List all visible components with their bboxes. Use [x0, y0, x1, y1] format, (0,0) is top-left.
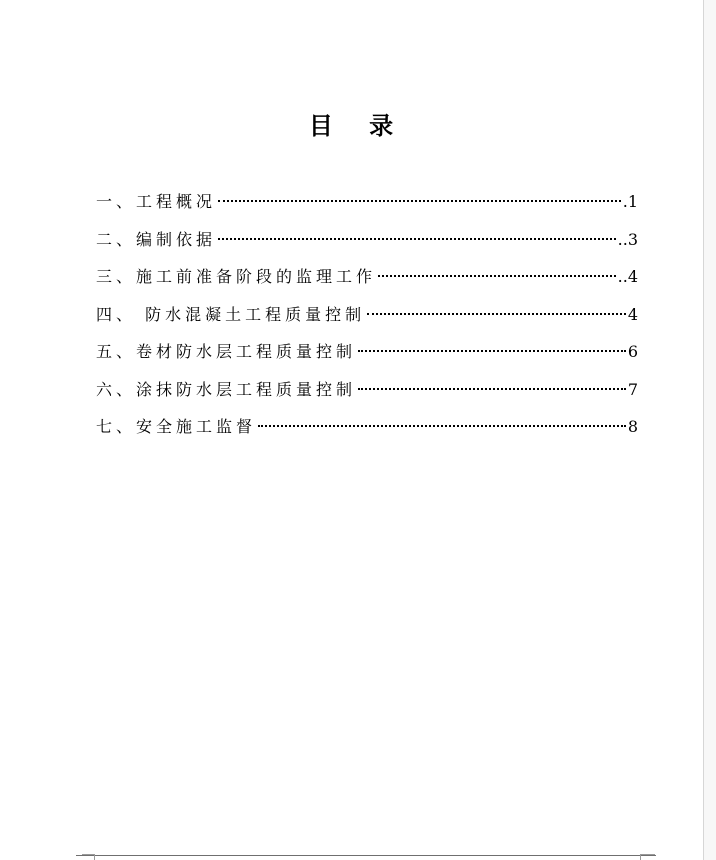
- toc-page-number: ..3: [617, 229, 638, 249]
- toc-dot-leader: [218, 200, 621, 202]
- toc-entry-text: 一、工程概况: [96, 192, 217, 211]
- toc-entry[interactable]: [96, 376, 638, 414]
- toc-dot-leader: [367, 313, 626, 315]
- toc-entry[interactable]: [96, 413, 638, 451]
- toc-page-number: 8: [627, 417, 638, 436]
- page-edge-shadow: [703, 0, 716, 860]
- toc-dot-leader: [258, 425, 626, 427]
- toc-entry-text: 七、安全施工监督: [96, 417, 257, 436]
- toc-dot-leader: [378, 275, 616, 277]
- toc-entry[interactable]: [96, 301, 638, 339]
- toc-entry[interactable]: [96, 188, 638, 226]
- toc-entry[interactable]: [96, 338, 638, 376]
- toc-entry-text: 六、涂抹防水层工程质量控制: [96, 379, 357, 399]
- toc-entry[interactable]: [96, 226, 638, 264]
- toc-page-number: ..4: [617, 267, 638, 286]
- toc-dot-leader: [358, 388, 626, 390]
- toc-page-number: 6: [627, 342, 638, 361]
- toc-entry-text: 二、编制依据: [96, 229, 217, 249]
- toc-title: 目 录: [308, 112, 408, 140]
- toc-entry[interactable]: [96, 263, 638, 301]
- toc-entry-text: 五、卷材防水层工程质量控制: [96, 342, 357, 361]
- toc-page-number: 7: [627, 379, 638, 399]
- toc-page-number: 4: [627, 304, 638, 324]
- toc-entry-text: 四、 防水混凝土工程质量控制: [96, 304, 366, 324]
- right-crop-mark: [640, 854, 655, 860]
- left-crop-mark: [82, 854, 95, 860]
- page-bottom-margin-line: [76, 855, 656, 856]
- toc-dot-leader: [218, 238, 616, 240]
- toc-dot-leader: [358, 350, 626, 352]
- toc-page-number: .1: [622, 192, 638, 211]
- toc-entry-text: 三、施工前准备阶段的监理工作: [96, 267, 377, 286]
- table-of-contents: [96, 188, 638, 451]
